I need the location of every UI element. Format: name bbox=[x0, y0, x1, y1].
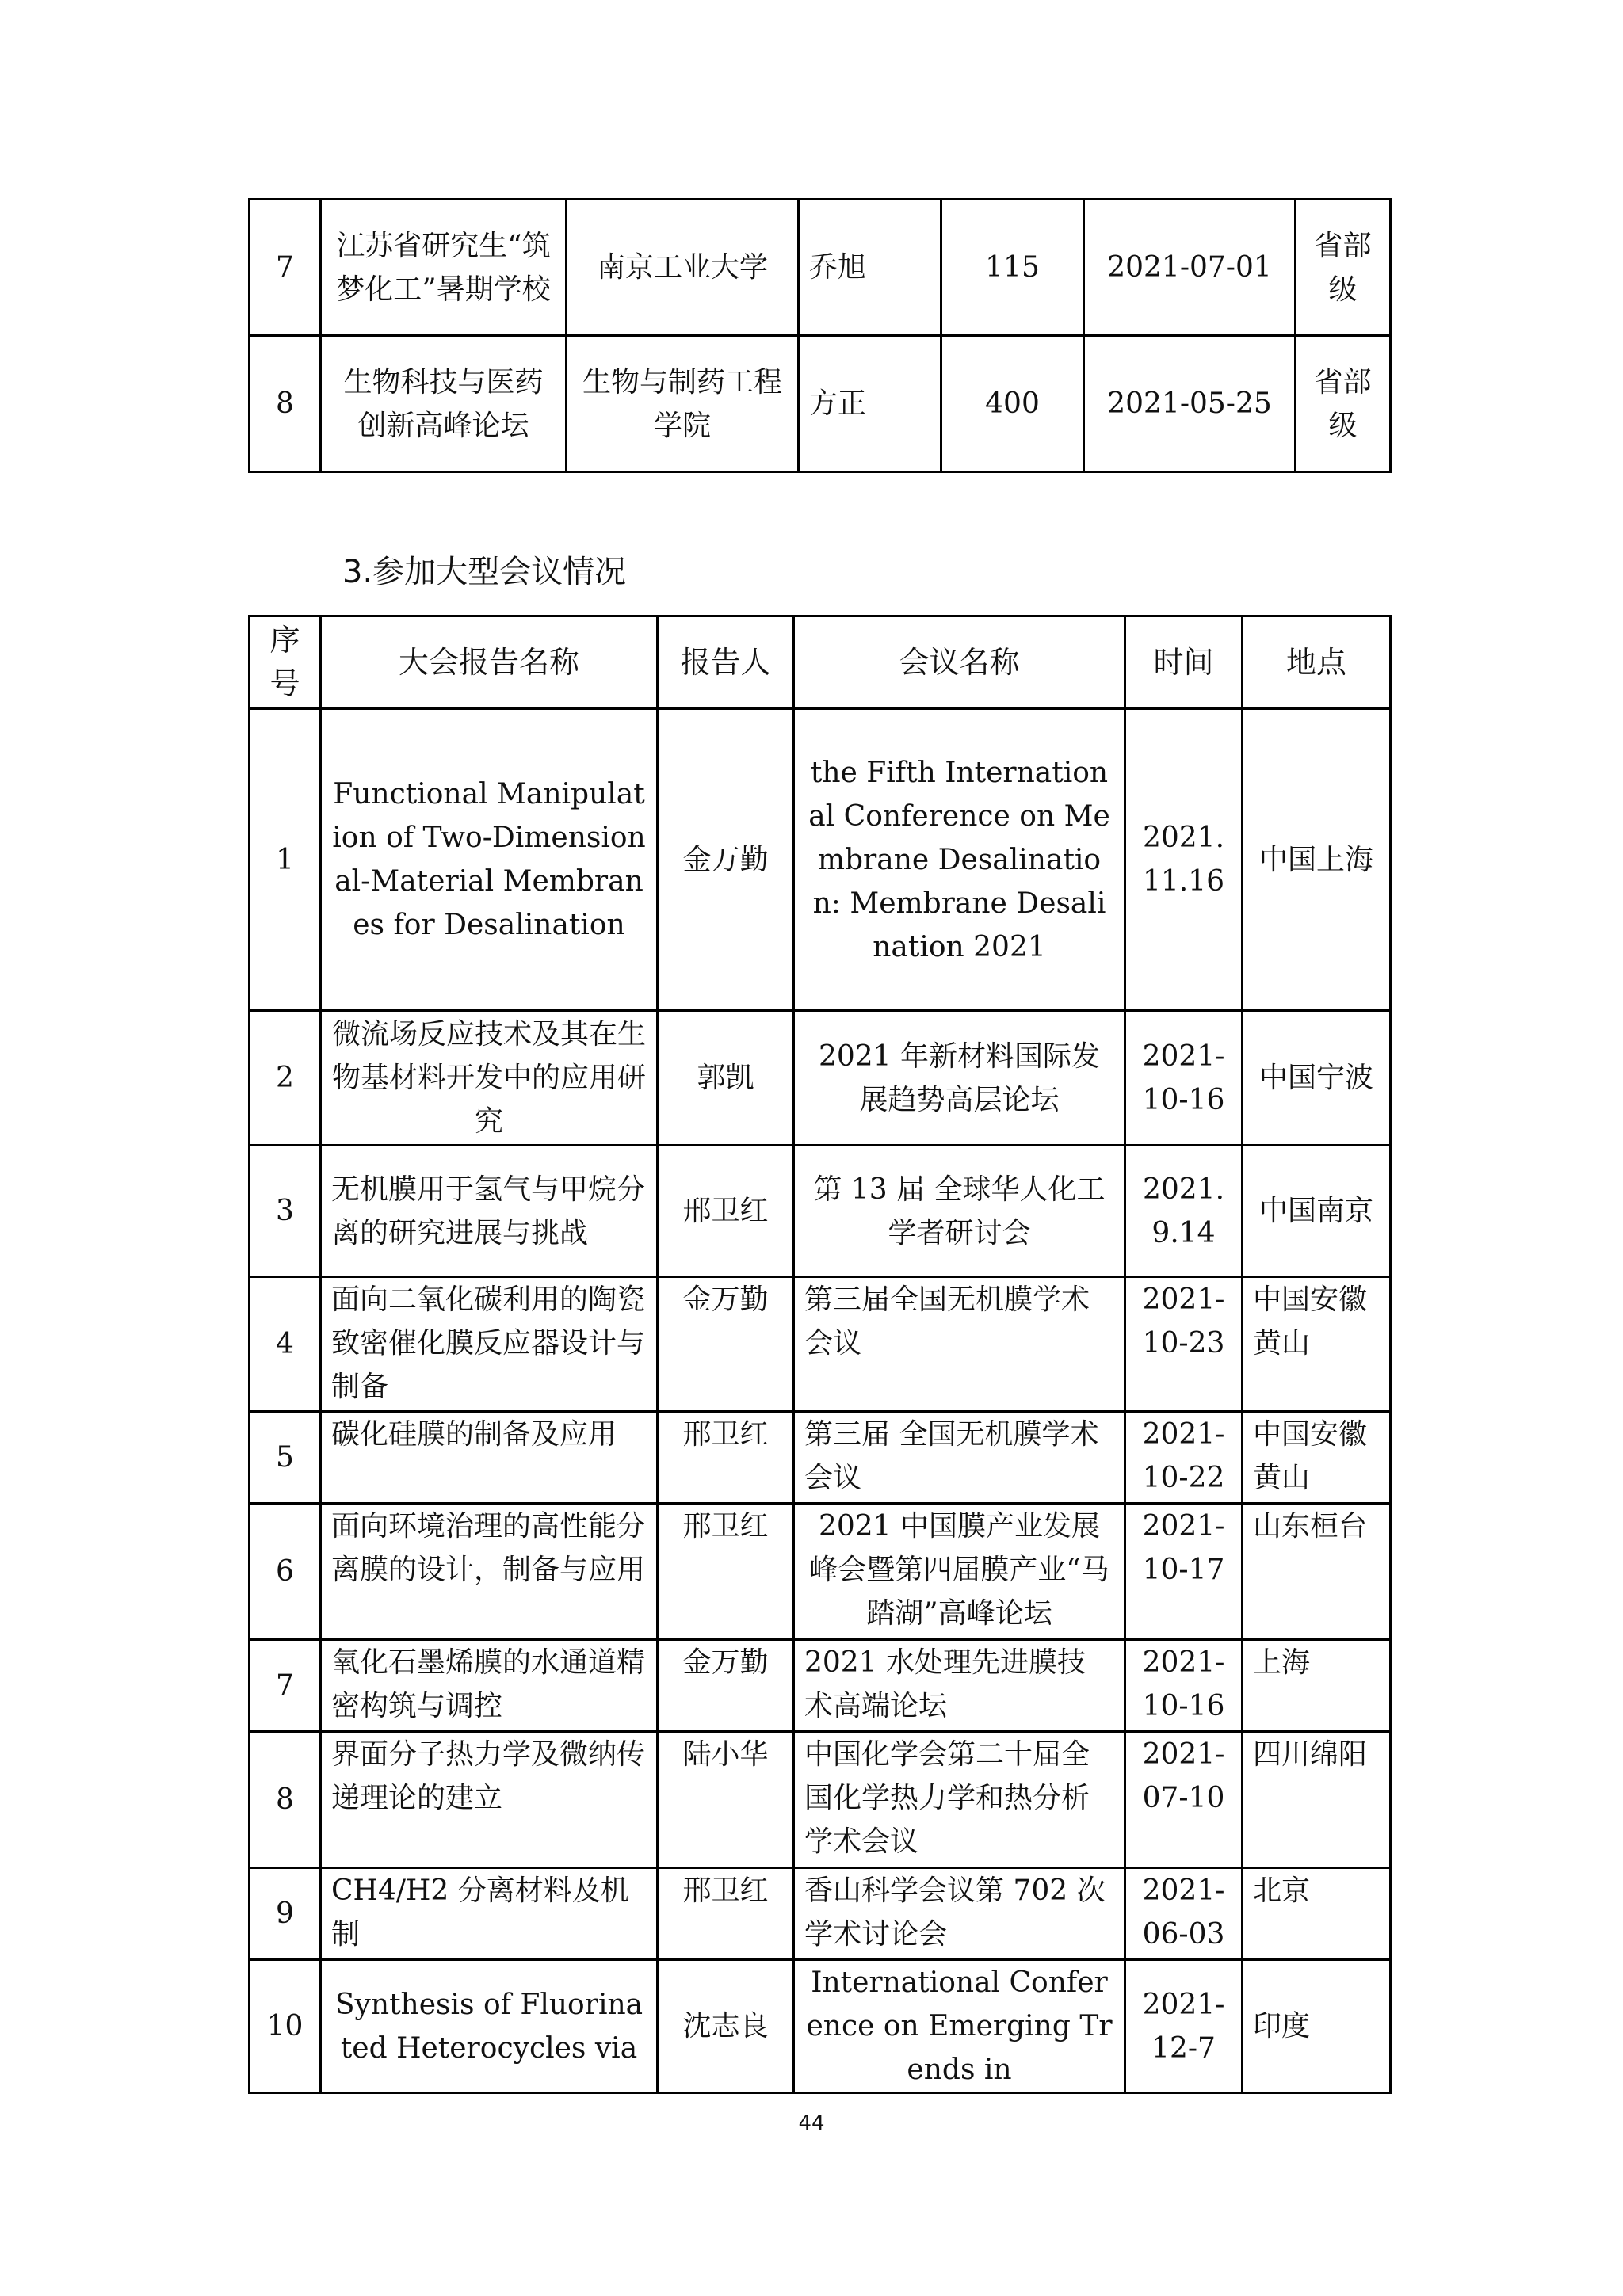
cell-no: 10 bbox=[250, 1960, 321, 2093]
cell-place: 上海 bbox=[1243, 1640, 1391, 1732]
cell-organizer: 南京工业大学 bbox=[567, 200, 799, 336]
cell-reporter: 陆小华 bbox=[658, 1732, 794, 1868]
table-row bbox=[250, 1504, 1391, 1640]
cell-reporter: 金万勤 bbox=[658, 709, 794, 1011]
header-time: 时间 bbox=[1125, 616, 1243, 709]
cell-report-title: 面向环境治理的高性能分离膜的设计，制备与应用 bbox=[321, 1504, 658, 1640]
cell-place: 中国上海 bbox=[1243, 709, 1391, 1011]
cell-place: 中国南京 bbox=[1243, 1146, 1391, 1277]
cell-no: 6 bbox=[250, 1504, 321, 1640]
cell-report-title: Synthesis of Fluorinated Heterocycles via bbox=[321, 1960, 658, 2093]
cell-place: 中国安徽黄山 bbox=[1243, 1277, 1391, 1412]
cell-reporter: 金万勤 bbox=[658, 1640, 794, 1732]
table-row bbox=[250, 1960, 1391, 2093]
table-row bbox=[250, 1011, 1391, 1146]
cell-conference: 2021 中国膜产业发展峰会暨第四届膜产业“马踏湖”高峰论坛 bbox=[794, 1504, 1125, 1640]
cell-person: 方正 bbox=[799, 336, 941, 472]
cell-place: 中国宁波 bbox=[1243, 1011, 1391, 1146]
cell-conference: 2021 水处理先进膜技术高端论坛 bbox=[794, 1640, 1125, 1732]
cell-place: 北京 bbox=[1243, 1868, 1391, 1960]
cell-no: 5 bbox=[250, 1412, 321, 1504]
cell-time: 2021.11.16 bbox=[1125, 709, 1243, 1011]
cell-time: 2021-10-16 bbox=[1125, 1011, 1243, 1146]
table-row bbox=[250, 1868, 1391, 1960]
cell-no: 3 bbox=[250, 1146, 321, 1277]
cell-report-title: 碳化硅膜的制备及应用 bbox=[321, 1412, 658, 1504]
cell-no: 2 bbox=[250, 1011, 321, 1146]
cell-level: 省部级 bbox=[1296, 336, 1391, 472]
header-no: 序号 bbox=[250, 616, 321, 709]
cell-conference: 第 13 届 全球华人化工学者研讨会 bbox=[794, 1146, 1125, 1277]
cell-no: 9 bbox=[250, 1868, 321, 1960]
cell-conference: 第三届全国无机膜学术会议 bbox=[794, 1277, 1125, 1412]
cell-time: 2021-10-22 bbox=[1125, 1412, 1243, 1504]
cell-conference: International Conference on Emerging Trends in bbox=[794, 1960, 1125, 2093]
cell-no: 7 bbox=[250, 1640, 321, 1732]
header-conference: 会议名称 bbox=[794, 616, 1125, 709]
cell-time: 2021-10-23 bbox=[1125, 1277, 1243, 1412]
cell-person: 乔旭 bbox=[799, 200, 941, 336]
cell-time: 2021-07-10 bbox=[1125, 1732, 1243, 1868]
table-header-row bbox=[250, 616, 1391, 709]
header-report-title: 大会报告名称 bbox=[321, 616, 658, 709]
cell-date: 2021-05-25 bbox=[1084, 336, 1296, 472]
table-row bbox=[250, 1412, 1391, 1504]
cell-level: 省部级 bbox=[1296, 200, 1391, 336]
cell-reporter: 金万勤 bbox=[658, 1277, 794, 1412]
header-reporter: 报告人 bbox=[658, 616, 794, 709]
cell-no: 1 bbox=[250, 709, 321, 1011]
cell-report-title: 界面分子热力学及微纳传递理论的建立 bbox=[321, 1732, 658, 1868]
cell-place: 四川绵阳 bbox=[1243, 1732, 1391, 1868]
cell-report-title: Functional Manipulation of Two-Dimensional-Material Membranes for Desalination bbox=[321, 709, 658, 1011]
table-row bbox=[250, 1146, 1391, 1277]
table-row bbox=[250, 1277, 1391, 1412]
cell-meeting-name: 生物科技与医药创新高峰论坛 bbox=[321, 336, 567, 472]
cell-no: 8 bbox=[250, 1732, 321, 1868]
cell-no: 7 bbox=[250, 200, 321, 336]
cell-report-title: 微流场反应技术及其在生物基材料开发中的应用研究 bbox=[321, 1011, 658, 1146]
cell-reporter: 邢卫红 bbox=[658, 1504, 794, 1640]
cell-no: 8 bbox=[250, 336, 321, 472]
cell-count: 115 bbox=[941, 200, 1084, 336]
cell-reporter: 邢卫红 bbox=[658, 1412, 794, 1504]
cell-conference: 中国化学会第二十届全国化学热力学和热分析学术会议 bbox=[794, 1732, 1125, 1868]
cell-place: 印度 bbox=[1243, 1960, 1391, 2093]
conference-reports-table bbox=[248, 615, 1392, 2094]
cell-count: 400 bbox=[941, 336, 1084, 472]
cell-conference: 第三届 全国无机膜学术会议 bbox=[794, 1412, 1125, 1504]
cell-time: 2021-10-17 bbox=[1125, 1504, 1243, 1640]
cell-time: 2021-12-7 bbox=[1125, 1960, 1243, 2093]
cell-organizer: 生物与制药工程学院 bbox=[567, 336, 799, 472]
cell-conference: 2021 年新材料国际发展趋势高层论坛 bbox=[794, 1011, 1125, 1146]
cell-meeting-name: 江苏省研究生“筑梦化工”暑期学校 bbox=[321, 200, 567, 336]
table-row bbox=[250, 709, 1391, 1011]
table-row bbox=[250, 1640, 1391, 1732]
header-place: 地点 bbox=[1243, 616, 1391, 709]
cell-reporter: 邢卫红 bbox=[658, 1868, 794, 1960]
cell-report-title: 无机膜用于氢气与甲烷分离的研究进展与挑战 bbox=[321, 1146, 658, 1277]
table-row bbox=[250, 336, 1391, 472]
cell-reporter: 邢卫红 bbox=[658, 1146, 794, 1277]
table-row bbox=[250, 200, 1391, 336]
cell-conference: the Fifth International Conference on Membrane Desalination: Membrane Desalination 2021 bbox=[794, 709, 1125, 1011]
cell-reporter: 沈志良 bbox=[658, 1960, 794, 2093]
cell-report-title: 面向二氧化碳利用的陶瓷致密催化膜反应器设计与制备 bbox=[321, 1277, 658, 1412]
organized-meetings-table bbox=[248, 198, 1392, 473]
cell-reporter: 郭凯 bbox=[658, 1011, 794, 1146]
cell-no: 4 bbox=[250, 1277, 321, 1412]
cell-place: 中国安徽黄山 bbox=[1243, 1412, 1391, 1504]
cell-time: 2021-06-03 bbox=[1125, 1868, 1243, 1960]
page-number: 44 bbox=[798, 2111, 825, 2135]
section-title: 3.参加大型会议情况 bbox=[342, 554, 627, 590]
cell-time: 2021-10-16 bbox=[1125, 1640, 1243, 1732]
cell-report-title: 氧化石墨烯膜的水通道精密构筑与调控 bbox=[321, 1640, 658, 1732]
cell-date: 2021-07-01 bbox=[1084, 200, 1296, 336]
cell-report-title: CH4/H2 分离材料及机制 bbox=[321, 1868, 658, 1960]
cell-time: 2021.9.14 bbox=[1125, 1146, 1243, 1277]
cell-conference: 香山科学会议第 702 次学术讨论会 bbox=[794, 1868, 1125, 1960]
table-row bbox=[250, 1732, 1391, 1868]
cell-place: 山东桓台 bbox=[1243, 1504, 1391, 1640]
